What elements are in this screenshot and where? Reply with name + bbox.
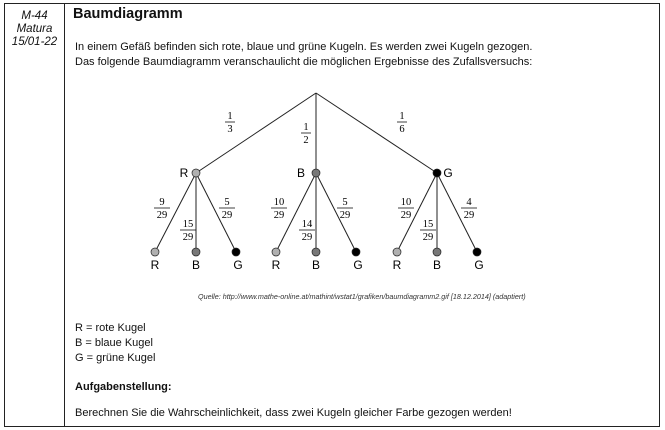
prob-G-R bbox=[398, 197, 414, 221]
prob-R-B-numerator: 15 bbox=[182, 219, 194, 230]
exam-label: Matura bbox=[16, 23, 53, 35]
leaf-node-B-G bbox=[352, 248, 360, 256]
prob-B-R bbox=[271, 197, 287, 221]
prob-R-numerator: 1 bbox=[227, 111, 233, 122]
leaf-node-B-R bbox=[272, 248, 280, 256]
prob-R-G-numerator: 5 bbox=[224, 197, 230, 208]
prob-R-G-denominator: 29 bbox=[221, 210, 233, 221]
prob-G-R-numerator: 10 bbox=[400, 197, 412, 208]
prob-G-denominator: 6 bbox=[399, 124, 405, 135]
prob-R-denominator: 3 bbox=[227, 124, 233, 135]
leaf-label-G-B: B bbox=[432, 258, 442, 272]
legend-green: G = grüne Kugel bbox=[75, 352, 156, 364]
prob-R-B-denominator: 29 bbox=[182, 232, 194, 243]
prob-B-G bbox=[337, 197, 353, 221]
leaf-node-G-B bbox=[433, 248, 441, 256]
prob-B-B bbox=[299, 219, 315, 243]
leaf-node-R-R bbox=[151, 248, 159, 256]
page-title: Baumdiagramm bbox=[73, 6, 183, 22]
node-B bbox=[312, 169, 320, 177]
prob-B-R-numerator: 10 bbox=[273, 197, 285, 208]
task-text: Berechnen Sie die Wahrscheinlichkeit, dass zwei Kugeln gleicher Farbe gezogen werden! bbox=[75, 407, 512, 419]
exam-date: 15/01-22 bbox=[11, 36, 58, 48]
node-label-R: R bbox=[179, 166, 189, 180]
prob-B bbox=[301, 122, 311, 146]
leaf-node-R-B bbox=[192, 248, 200, 256]
task-code: M-44 bbox=[21, 10, 48, 22]
prob-R-R bbox=[154, 197, 170, 221]
leaf-node-B-B bbox=[312, 248, 320, 256]
intro-line-1: In einem Gefäß befinden sich rote, blaue und grüne Kugeln. Es werden zwei Kugeln gezogen. bbox=[75, 41, 533, 53]
node-label-B: B bbox=[296, 166, 306, 180]
legend-red: R = rote Kugel bbox=[75, 322, 146, 334]
branch-root-R bbox=[196, 93, 316, 173]
prob-R-R-numerator: 9 bbox=[159, 197, 165, 208]
leaf-label-G-R: R bbox=[392, 258, 402, 272]
prob-B-G-denominator: 29 bbox=[339, 210, 351, 221]
prob-R bbox=[225, 111, 235, 135]
leaf-node-R-G bbox=[232, 248, 240, 256]
leaf-label-B-R: R bbox=[271, 258, 281, 272]
leaf-label-B-G: G bbox=[353, 258, 363, 272]
prob-R-R-denominator: 29 bbox=[156, 210, 168, 221]
prob-G-numerator: 1 bbox=[399, 111, 405, 122]
prob-G-B-denominator: 29 bbox=[422, 232, 434, 243]
leaf-label-B-B: B bbox=[311, 258, 321, 272]
prob-R-B bbox=[180, 219, 196, 243]
prob-G bbox=[397, 111, 407, 135]
intro-line-2: Das folgende Baumdiagramm veranschaulicht die möglichen Ergebnisse des Zufallsversuchs: bbox=[75, 56, 533, 68]
leaf-label-R-R: R bbox=[150, 258, 160, 272]
node-R bbox=[192, 169, 200, 177]
leaf-label-R-B: B bbox=[191, 258, 201, 272]
node-G bbox=[433, 169, 441, 177]
prob-G-G-denominator: 29 bbox=[463, 210, 475, 221]
leaf-node-G-R bbox=[393, 248, 401, 256]
prob-G-R-denominator: 29 bbox=[400, 210, 412, 221]
prob-B-B-numerator: 14 bbox=[301, 219, 313, 230]
prob-G-G-numerator: 4 bbox=[466, 197, 472, 208]
prob-B-G-numerator: 5 bbox=[342, 197, 348, 208]
prob-B-R-denominator: 29 bbox=[273, 210, 285, 221]
prob-G-G bbox=[461, 197, 477, 221]
branch-root-G bbox=[316, 93, 437, 173]
prob-G-B-numerator: 15 bbox=[422, 219, 434, 230]
prob-B-B-denominator: 29 bbox=[301, 232, 313, 243]
leaf-label-G-G: G bbox=[474, 258, 484, 272]
prob-B-numerator: 1 bbox=[303, 122, 309, 133]
prob-G-B bbox=[420, 219, 436, 243]
source-citation: Quelle: http://www.mathe-online.at/mathint/wstat1/grafiken/baumdiagramm2.gif [18.12.2014] (adaptiert) bbox=[198, 292, 526, 301]
leaf-label-R-G: G bbox=[233, 258, 243, 272]
prob-B-denominator: 2 bbox=[303, 135, 309, 146]
node-label-G: G bbox=[443, 166, 453, 180]
task-heading: Aufgabenstellung: bbox=[75, 381, 172, 393]
leaf-node-G-G bbox=[473, 248, 481, 256]
prob-R-G bbox=[219, 197, 235, 221]
legend-blue: B = blaue Kugel bbox=[75, 337, 153, 349]
